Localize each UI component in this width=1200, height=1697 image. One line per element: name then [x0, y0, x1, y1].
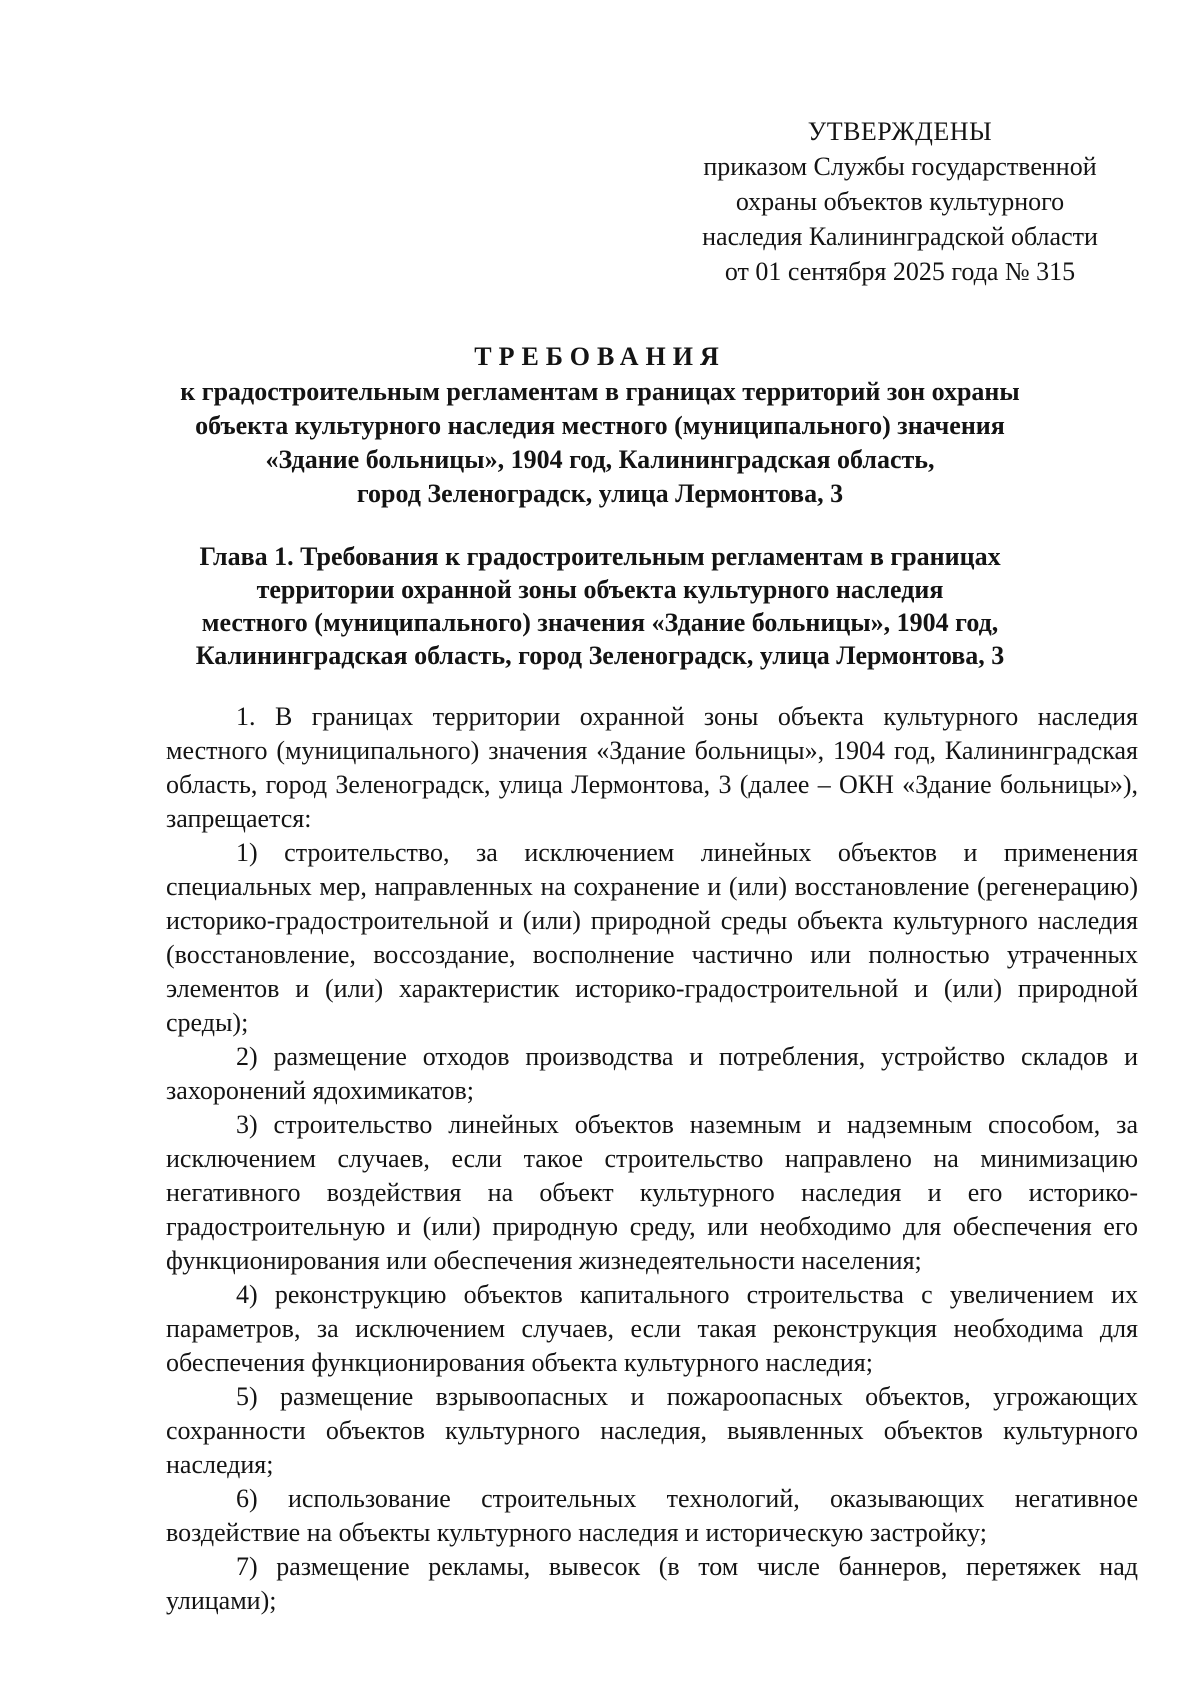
chapter-heading-line: Глава 1. Требования к градостроительным регламентам в границах: [199, 542, 1001, 571]
document-subtitle-line: «Здание больницы», 1904 год, Калининградская область,: [265, 445, 935, 474]
list-item: 1) строительство, за исключением линейных объектов и применения специальных мер, направленных на сохранение и (или) восстановление (регенерацию) историко-градостроительной и (или) природной среды объекта культурного наследия (восстановление, воссоздание, восполнение частично или полностью утраченных элементов и (или) характеристик историко-градостроительной и (или) природной среды);: [166, 838, 1138, 1037]
approval-line: приказом Службы государственной: [703, 152, 1097, 181]
approval-line: от 01 сентября 2025 года № 315: [724, 257, 1076, 286]
list-item: 2) размещение отходов производства и потребления, устройство складов и захоронений ядохимикатов;: [166, 1042, 1138, 1105]
chapter-heading-line: местного (муниципального) значения «Здание больницы», 1904 год,: [201, 608, 999, 637]
document-title-block: [120, 340, 1080, 511]
list-item: 3) строительство линейных объектов наземным и надземным способом, за исключением случаев, если такое строительство направлено на минимизацию негативного воздействия на объект культурного наследия и его историко-градостроительную и (или) природную среду, или необходимо для обеспечения его функционирования или обеспечения жизнедеятельности населения;: [166, 1110, 1138, 1275]
document-subtitle-line: объекта культурного наследия местного (муниципального) значения: [195, 411, 1005, 440]
chapter-heading: [120, 540, 1080, 672]
document-subtitle-line: к градостроительным регламентам в границах территорий зон охраны: [180, 377, 1020, 406]
document-body: [166, 700, 1138, 1618]
list-item: 6) использование строительных технологий, оказывающих негативное воздействие на объекты культурного наследия и историческую застройку;: [166, 1484, 1138, 1547]
approval-line: охраны объектов культурного: [735, 187, 1065, 216]
approval-heading: УТВЕРЖДЕНЫ: [807, 117, 993, 146]
approval-line: наследия Калининградской области: [702, 222, 1098, 251]
paragraph-intro: 1. В границах территории охранной зоны объекта культурного наследия местного (муниципального) значения «Здание больницы», 1904 год, Калининградская область, город Зеленоградск, улица Лермонтова, 3 (далее – ОКН «Здание больницы»), запрещается:: [166, 702, 1138, 833]
chapter-heading-line: территории охранной зоны объекта культурного наследия: [256, 575, 944, 604]
list-item: 5) размещение взрывоопасных и пожароопасных объектов, угрожающих сохранности объектов культурного наследия, выявленных объектов культурного наследия;: [166, 1382, 1138, 1479]
list-item: 7) размещение рекламы, вывесок (в том числе баннеров, перетяжек над улицами);: [166, 1552, 1138, 1615]
approval-block: [640, 114, 1160, 289]
list-item: 4) реконструкцию объектов капитального строительства с увеличением их параметров, за исключением случаев, если такая реконструкция необходима для обеспечения функционирования объекта культурного наследия;: [166, 1280, 1138, 1377]
document-subtitle-line: город Зеленоградск, улица Лермонтова, 3: [356, 479, 844, 508]
chapter-heading-line: Калининградская область, город Зеленоградск, улица Лермонтова, 3: [195, 641, 1005, 670]
document-title: ТРЕБОВАНИЯ: [474, 342, 726, 371]
